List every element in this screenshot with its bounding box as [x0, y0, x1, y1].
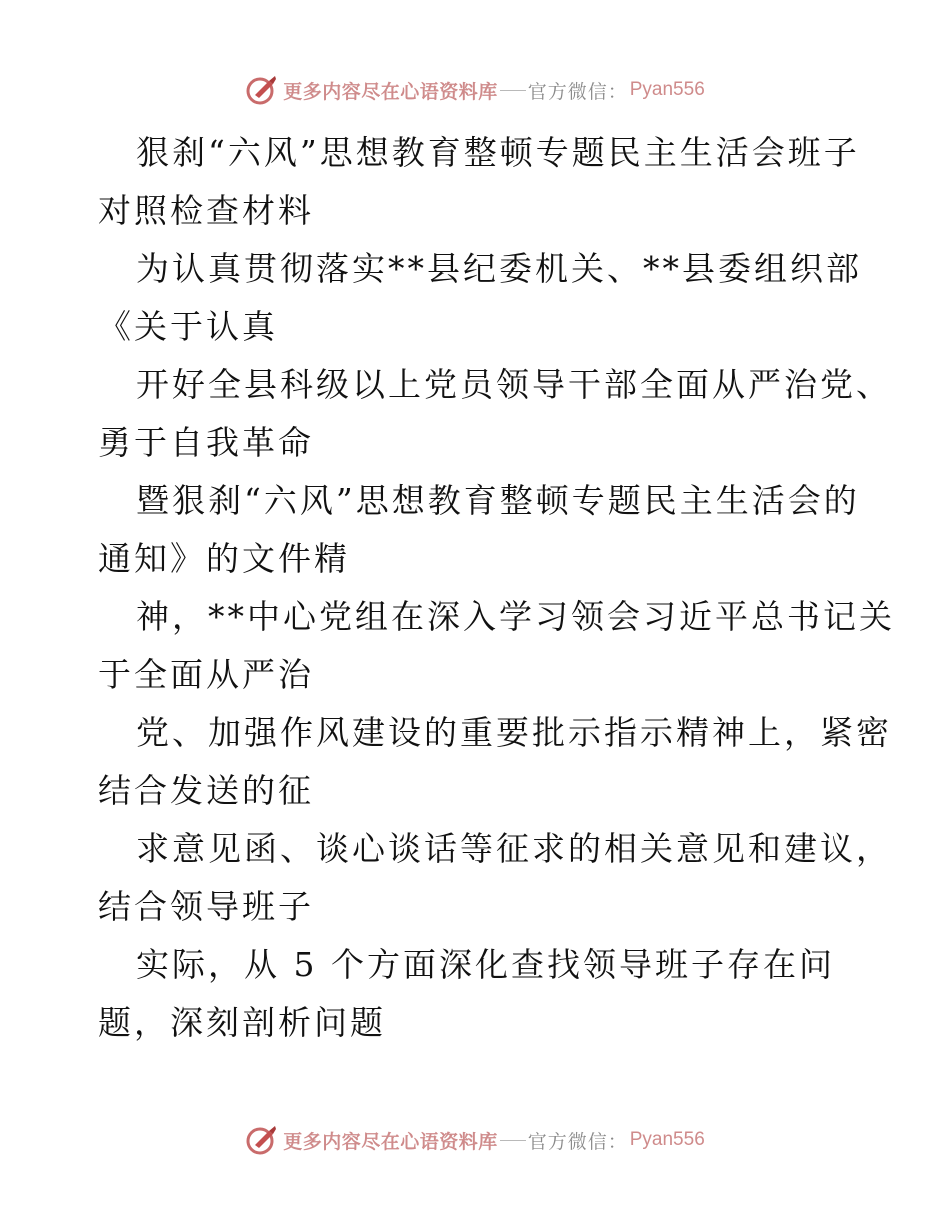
paragraph-line: 暨狠刹“六风”思想教育整顿专题民主生活会的	[136, 481, 860, 520]
watermark-dash	[500, 90, 526, 91]
paragraph-line: 为认真贯彻落实**县纪委机关、**县委组织部	[136, 249, 862, 288]
document-body	[98, 124, 895, 1052]
paragraph-line: 实际，从 5 个方面深化查找领导班子存在问	[136, 945, 835, 984]
paragraph-line: 勇于自我革命	[98, 423, 314, 462]
header-watermark	[0, 72, 950, 108]
paragraph-line: 结合领导班子	[98, 887, 314, 926]
document-title-line: 对照检查材料	[98, 191, 314, 230]
watermark-text: 更多内容尽在心语资料库	[283, 80, 498, 103]
watermark-text: 更多内容尽在心语资料库	[283, 1130, 498, 1153]
paragraph-line: 通知》的文件精	[98, 539, 350, 578]
paragraph-line: 开好全县科级以上党员领导干部全面从严治党、	[136, 365, 892, 404]
paragraph-line: 求意见函、谈心谈话等征求的相关意见和建议，	[136, 829, 892, 868]
paragraph-line: 于全面从严治	[98, 655, 314, 694]
pen-logo-icon	[245, 1123, 279, 1157]
paragraph-line: 结合发送的征	[98, 771, 314, 810]
paragraph-line: 党、加强作风建设的重要批示指示精神上，紧密	[136, 713, 892, 752]
pen-logo-icon	[245, 73, 279, 107]
watermark-wechat-id: Pyan556	[629, 79, 705, 100]
paragraph-line: 神，**中心党组在深入学习领会习近平总书记关	[136, 597, 895, 636]
watermark-dash	[500, 1140, 526, 1141]
watermark-wechat-label: 官方微信：	[527, 80, 628, 103]
watermark-wechat-id: Pyan556	[629, 1129, 705, 1150]
watermark-wechat-label: 官方微信：	[527, 1130, 628, 1153]
document-title-line: 狠刹“六风”思想教育整顿专题民主生活会班子	[136, 133, 860, 172]
footer-watermark	[0, 1122, 950, 1158]
paragraph-line: 题，深刻剖析问题	[98, 1003, 386, 1042]
paragraph-line: 《关于认真	[98, 307, 278, 346]
